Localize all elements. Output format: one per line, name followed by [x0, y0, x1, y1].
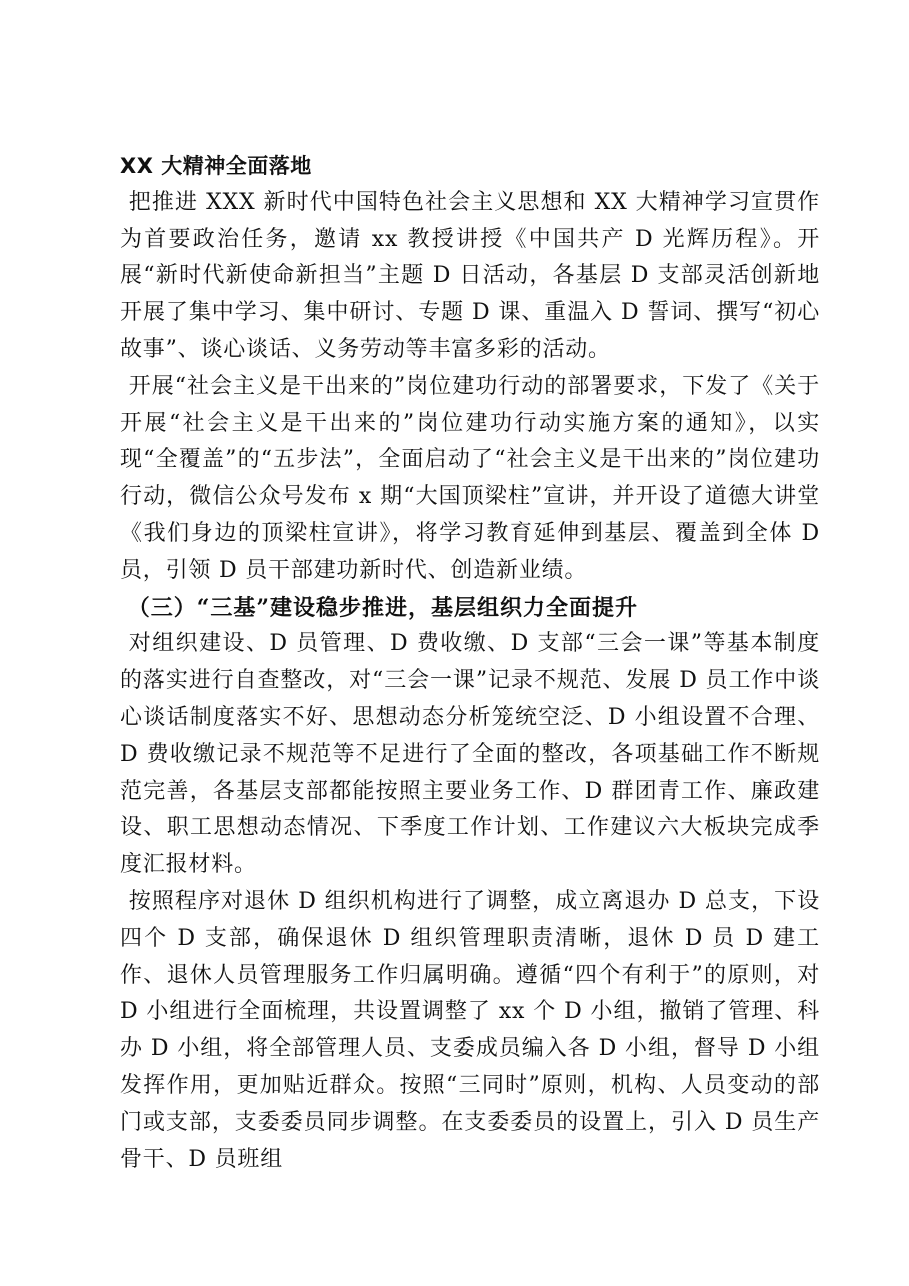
paragraph-post-action: 开展“社会主义是干出来的”岗位建功行动的部署要求，下发了《关于开展“社会主义是干出来的”岗位建功行动实施方案的通知》，以实现“全覆盖”的“五步法”，全面启动了“社会主义是干出来的”岗位建功行动，微信公众号发布 x 期“大国顶梁柱”宣讲，并开设了道德大讲堂《我们身边的顶梁柱宣讲》，将学习教育延伸到基层、覆盖到全体 D 员，引领 D 员干部建功新时代、创造新业绩。: [120, 373, 820, 583]
section-subheading: （三）“三基”建设稳步推进，基层组织力全面提升: [127, 594, 638, 621]
paragraph-rectification: 对组织建设、D 员管理、D 费收缴、D 支部“三会一课”等基本制度的落实进行自查整改，对“三会一课”记录不规范、发展 D 员工作中谈心谈话制度落实不好、思想动态分析笼统空泛、D 小组设置不合理、D 费收缴记录不规范等不足进行了全面的整改，各项基础工作不断规范完善，各基层支部都能按照主要业务工作、D 群团青工作、廉政建设、职工思想动态情况、下季度工作计划、工作建议六大板块完成季度汇报材料。: [120, 631, 820, 878]
document-body: [120, 148, 820, 1178]
section-heading: XX 大精神全面落地: [120, 154, 312, 178]
paragraph-retiree-organization: 按照程序对退休 D 组织机构进行了调整，成立离退办 D 总支，下设四个 D 支部，确保退休 D 组织管理职责清晰，退休 D 员 D 建工作、退休人员管理服务工作归属明确。遵循“四个有利于”的原则，对 D 小组进行全面梳理，共设置调整了 xx 个 D 小组，撤销了管理、科办 D 小组，将全部管理人员、支委成员编入各 D 小组，督导 D 小组发挥作用，更加贴近群众。按照“三同时”原则，机构、人员变动的部门或支部，支委委员同步调整。在支委委员的设置上，引入 D 员生产骨干、D 员班组: [120, 888, 820, 1172]
paragraph-study-campaign: 把推进 XXX 新时代中国特色社会主义思想和 XX 大精神学习宣贯作为首要政治任务，邀请 xx 教授讲授《中国共产 D 光辉历程》。开展“新时代新使命新担当”主题 D 日活动，各基层 D 支部灵活创新地开展了集中学习、集中研讨、专题 D 课、重温入 D 誓词、撰写“初心故事”、谈心谈话、义务劳动等丰富多彩的活动。: [120, 189, 820, 362]
